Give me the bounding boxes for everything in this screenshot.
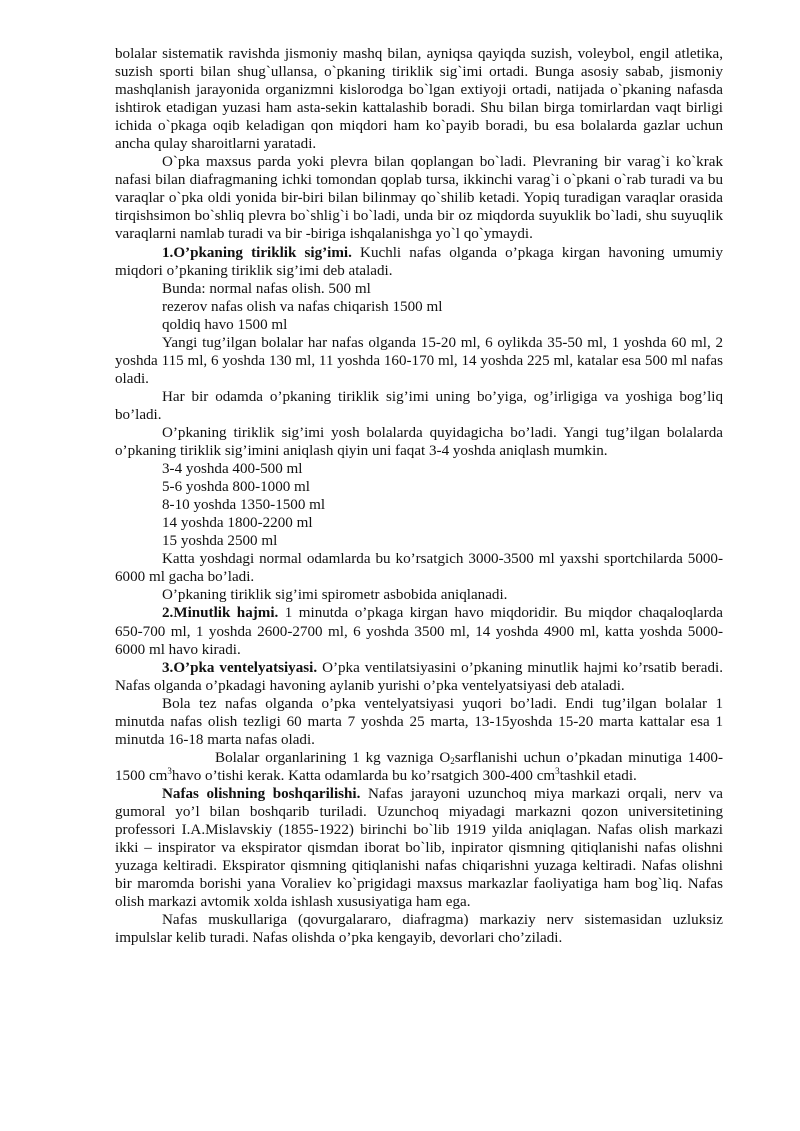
- paragraph-muscles: Nafas muskullariga (qovurgalararo, diafragma) markaziy nerv sistemasidan uzluksiz impulslar kelib turadi. Nafas olishda o’pka kengayib, devorlari cho’ziladi.: [115, 912, 723, 947]
- paragraph-minute-volume: 2.Minutlik hajmi. 1 minutda o’pkaga kirgan havo miqdoridir. Bu miqdor chaqaloqlarda 650-700 ml, 1 yoshda 2600-2700 ml, 6 yoshda 3500 ml, 14 yoshda 4900 ml, katta yoshda 5000-6000 ml havo kiradi.: [115, 605, 724, 658]
- volume-item: rezerov nafas olish va nafas chiqarish 1500 ml: [162, 298, 443, 315]
- paragraph-vital-capacity: 1.O’pkaning tiriklik sig’imi. Kuchli nafas olganda o’pkaga kirgan havoning umumiy miqdori o’pkaning tiriklik sig’imi deb ataladi.: [115, 244, 723, 279]
- age-item: 3-4 yoshda 400-500 ml: [162, 461, 303, 478]
- age-item: 8-10 yoshda 1350-1500 ml: [162, 497, 326, 514]
- paragraph-spirometer: O’pkaning tiriklik sig’imi spirometr asbobida aniqlanadi.: [162, 587, 508, 604]
- paragraph-adults: Katta yoshdagi normal odamlarda bu ko’rsatgich 3000-3500 ml yaxshi sportchilarda 5000-6000 ml gacha bo’ladi.: [115, 551, 723, 586]
- paragraph-depends: Har bir odamda o’pkaning tiriklik sig’imi uning bo’yiga, og’irligiga va yoshiga bog’liq bo’ladi.: [115, 388, 723, 423]
- paragraph-breath-rate: Bola tez nafas olganda o’pka ventelyatsiyasi yuqori bo’ladi. Endi tug’ilgan bolalar 1 minutda nafas olish tezligi 60 marta 7 yoshda 25 marta, 13-15yoshda 15-20 marta kattalar esa 1 minutda 16-18 marta nafas oladi.: [115, 695, 723, 748]
- heading-minute-volume: 2.Minutlik hajmi.: [162, 605, 279, 622]
- age-item: 14 yoshda 1800-2200 ml: [162, 515, 313, 532]
- age-item: 15 yoshda 2500 ml: [162, 533, 278, 550]
- paragraph-ventilation: 3.O’pka ventelyatsiyasi. O’pka ventilatsiyasini o’pkaning minutlik hajmi ko’rsatib beradi. Nafas olganda o’pkadagi havoning aylanib yurishi o’pka ventelyatsiyasi deb ataladi.: [115, 659, 723, 694]
- heading-breathing-control: Nafas olishning boshqarilishi.: [162, 785, 361, 802]
- age-item: 5-6 yoshda 800-1000 ml: [162, 479, 310, 496]
- volume-item: qoldiq havo 1500 ml: [162, 316, 288, 333]
- volume-item: Bunda: normal nafas olish. 500 ml: [162, 280, 371, 297]
- paragraph-intro: bolalar sistematik ravishda jismoniy mashq bilan, ayniqsa qayiqda suzish, voleybol, engil atletika, suzish sporti bilan shug`ullansa, o`pkaning tiriklik sig`imi ortadi. Bunga asosiy sabab, jismoniy mashqlanish jarayonida organizmni kislorodga bo`lgan extiyoji ortadi, natijada o`pkaning nafasda ishtirok etadigan yuzasi ham asta-sekin kattalashib boradi. Shu bilan birga tomirlardan vaqt birligi ichida o`pkaga oqib keladigan qon miqdori ham ko`payib boradi, bu esa bolalarda gazlar uchun ancha qulay sharoitlarni yaratadi.: [115, 46, 723, 153]
- heading-vital-capacity: 1.O’pkaning tiriklik sig’imi.: [162, 244, 352, 261]
- paragraph-oxygen: Bolalar organlarining 1 kg vazniga $O_2sarflanishi$ uchun o’pkadan minutiga 1400-1500 $cm^3havo$ o’tishi kerak. Katta odamlarda bu ko’rsatgich 300-400 $cm^3tashkil$ etadi.: [115, 749, 723, 784]
- paragraph-pleura: O`pka maxsus parda yoki plevra bilan qoplangan bo`ladi. Plevraning bir varag`i ko`krak nafasi bilan diafragmaning ichki tomondan qoplab tursa, ikkinchi varag`i o`pkani o`rab turadi va bu varaqlar o`pka oldi yonida bir-biri bilan bilinmay qo`shilib ketadi. Yopiq turadigan varaqlar orasida tirqishsimon bo`shliq plevra bo`shlig`i bo`ladi, unda bir oz miqdorda suyuklik bo`ladi, shu suyuqlik varaqlarni namlab turadi va bir -biriga ishqalanishga yo`l qo`ymaydi.: [115, 154, 723, 243]
- paragraph-breathing-control: Nafas olishning boshqarilishi. Nafas jarayoni uzunchoq miya markazi orqali, nerv va gumoral yo’l bilan boshqarib turiladi. Uzunchoq miyadagi markazni qozon universitetining professori I.A.Mislavskiy (1855-1922) birinchi bo`lib 1919 yilda aniqlagan. Nafas olish markazi ikki – inspirator va ekspirator qismdan iborat bo`lib, inpirator qismning qitiqlanishi nafas olishni yuzaga keltiradi. Ekspirator qismning qitiqlanishi nafas chiqarishni yuzaga keltiradi. Nafas olishni bir maromda borishi yana Voraliev ko`prigidagi maxsus markazlar faoliyatiga ham bog`liq. Nafas olish markazi avtomik xolda ishlash xususiyatiga ham ega.: [115, 785, 723, 911]
- paragraph-newborn: Yangi tug’ilgan bolalar har nafas olganda 15-20 ml, 6 oylikda 35-50 ml, 1 yoshda 60 ml, 2 yoshda 115 ml, 6 yoshda 130 ml, 11 yoshda 160-170 ml, 14 yoshda 225 ml, katalar esa 500 ml nafas oladi.: [115, 334, 723, 387]
- paragraph-children: O’pkaning tiriklik sig’imi yosh bolalarda quyidagicha bo’ladi. Yangi tug’ilgan bolalarda o’pkaning tiriklik sig’imini aniqlash qiyin uni faqat 3-4 yoshda aniqlash mumkin.: [115, 424, 723, 460]
- heading-ventilation: 3.O’pka ventelyatsiyasi.: [162, 659, 318, 676]
- document-page: [115, 45, 723, 947]
